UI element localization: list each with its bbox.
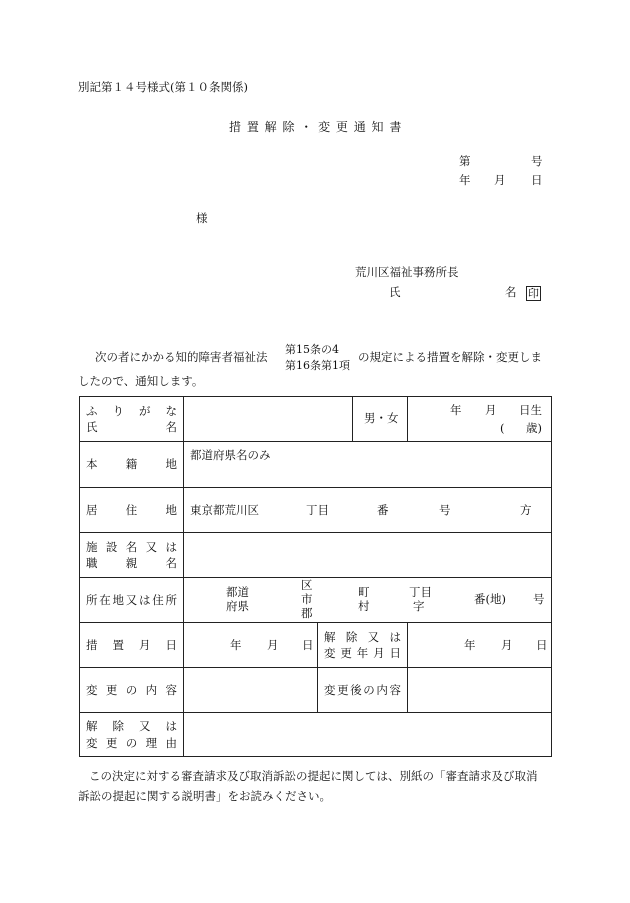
row-facility xyxy=(80,533,552,578)
measure-date-label-cell xyxy=(80,623,184,668)
loc-go: 号 xyxy=(533,592,545,606)
sex-option[interactable]: 男・女 xyxy=(364,411,399,425)
residence-ban: 番 xyxy=(377,503,389,517)
loc-todou: 都道 xyxy=(226,585,249,599)
cancel-day: 日 xyxy=(536,638,548,652)
cancel-date-label-1: 解 除 又 は xyxy=(324,629,401,644)
facility-value-cell[interactable] xyxy=(184,533,552,578)
facility-label-cell xyxy=(80,533,184,578)
seal-text: 印 xyxy=(528,287,539,300)
loc-machi: 町 xyxy=(358,585,370,599)
measure-year: 年 xyxy=(230,638,242,652)
reason-label-1: 解 除 又 は xyxy=(86,719,177,734)
document-title: 措 置 解 除 ・ 変 更 通 知 書 xyxy=(229,120,403,134)
cancel-year: 年 xyxy=(464,638,476,652)
issue-date-day: 日 xyxy=(531,173,543,187)
intro-line1-post: の規定による措置を解除・変更しま xyxy=(358,350,542,364)
row-name xyxy=(80,397,552,442)
location-label: 所在地又は住所 xyxy=(86,592,177,607)
measure-date-value-cell[interactable] xyxy=(184,623,318,668)
reason-label-2: 変 更 の 理 由 xyxy=(86,735,177,750)
loc-mura: 村 xyxy=(358,599,370,613)
change-content-value-cell[interactable] xyxy=(184,668,318,713)
residence-label-cell xyxy=(80,488,184,533)
facility-label-2: 職 親 名 xyxy=(86,556,177,570)
residence-city: 東京都荒川区 xyxy=(190,503,259,517)
issuer: 荒川区福祉事務所長 xyxy=(355,265,459,279)
row-reason xyxy=(80,713,552,757)
furigana-label: ふ り が な xyxy=(86,403,177,418)
loc-banchi: 番(地) xyxy=(474,592,506,606)
doc-no-prefix: 第 xyxy=(459,154,471,168)
notice-form-table xyxy=(79,396,552,757)
cancel-date-label-cell xyxy=(318,623,408,668)
measure-month: 月 xyxy=(267,638,279,652)
name-value-cell[interactable] xyxy=(184,397,408,442)
change-content-label-cell xyxy=(80,668,184,713)
age-open: ( xyxy=(500,421,505,435)
measure-date-label: 措 置 月 日 xyxy=(86,637,177,652)
addressee-suffix: 様 xyxy=(196,211,208,225)
residence-chome: 丁目 xyxy=(306,503,329,517)
birth-month: 月 xyxy=(485,403,497,417)
domicile-value-cell[interactable] xyxy=(184,442,552,488)
issuer-name-label-2: 名 xyxy=(505,285,517,299)
issue-date-year: 年 xyxy=(459,173,471,187)
article-a: 第15条の4 xyxy=(285,343,339,356)
article-b: 第16条第1項 xyxy=(285,359,350,372)
measure-day: 日 xyxy=(302,638,314,652)
form-number: 別記第１４号様式(第１０条関係) xyxy=(78,80,248,94)
sex-divider xyxy=(352,397,353,441)
birthdate-cell[interactable] xyxy=(408,397,552,442)
facility-label-1: 施 設 名 又 は xyxy=(86,539,177,554)
birth-year: 年 xyxy=(450,403,462,417)
after-change-value-cell[interactable] xyxy=(408,668,552,713)
residence-value-cell[interactable] xyxy=(184,488,552,533)
loc-chome: 丁目 xyxy=(409,585,432,599)
seal-mark xyxy=(526,286,541,301)
intro-line1-pre: 次の者にかかる知的障害者福祉法 xyxy=(95,350,268,364)
domicile-label: 本 籍 地 xyxy=(86,457,177,472)
location-value-cell[interactable] xyxy=(184,578,552,623)
cancel-date-label-2: 変更年月日 xyxy=(324,646,401,660)
row-location xyxy=(80,578,552,623)
residence-go: 号 xyxy=(439,503,451,517)
age-close: 歳) xyxy=(526,421,542,435)
reason-value-cell[interactable] xyxy=(184,713,552,757)
location-label-cell xyxy=(80,578,184,623)
cancel-date-value-cell[interactable] xyxy=(408,623,552,668)
footer-line1: この決定に対する審査請求及び取消訴訟の提起に関しては、別紙の「審査請求及び取消 xyxy=(89,769,538,783)
name-label-cell xyxy=(80,397,184,442)
loc-ku: 区 xyxy=(301,578,313,592)
row-dates xyxy=(80,623,552,668)
loc-aza: 字 xyxy=(413,599,425,613)
footer-line2: 訴訟の提起に関する説明書」をお読みください。 xyxy=(78,789,331,803)
loc-shi: 市 xyxy=(301,592,313,606)
name-label: 氏 名 xyxy=(86,420,177,434)
change-content-label: 変 更 の 内 容 xyxy=(86,682,177,697)
intro-line2: したので、通知します。 xyxy=(78,374,204,388)
domicile-label-cell xyxy=(80,442,184,488)
residence-kata: 方 xyxy=(520,503,532,517)
issue-date-month: 月 xyxy=(494,173,506,187)
domicile-value: 都道府県名のみ xyxy=(190,448,271,462)
after-change-label-cell xyxy=(318,668,408,713)
doc-no-suffix: 号 xyxy=(531,154,543,168)
issuer-name-label-1: 氏 xyxy=(389,285,401,299)
reason-label-cell xyxy=(80,713,184,757)
row-residence xyxy=(80,488,552,533)
after-change-label: 変更後の内容 xyxy=(324,682,401,697)
row-domicile xyxy=(80,442,552,488)
cancel-month: 月 xyxy=(501,638,513,652)
loc-gun: 郡 xyxy=(301,606,313,620)
row-change xyxy=(80,668,552,713)
residence-label: 居 住 地 xyxy=(86,502,177,517)
loc-fuken: 府県 xyxy=(226,599,249,613)
birth-day: 日生 xyxy=(519,403,542,417)
